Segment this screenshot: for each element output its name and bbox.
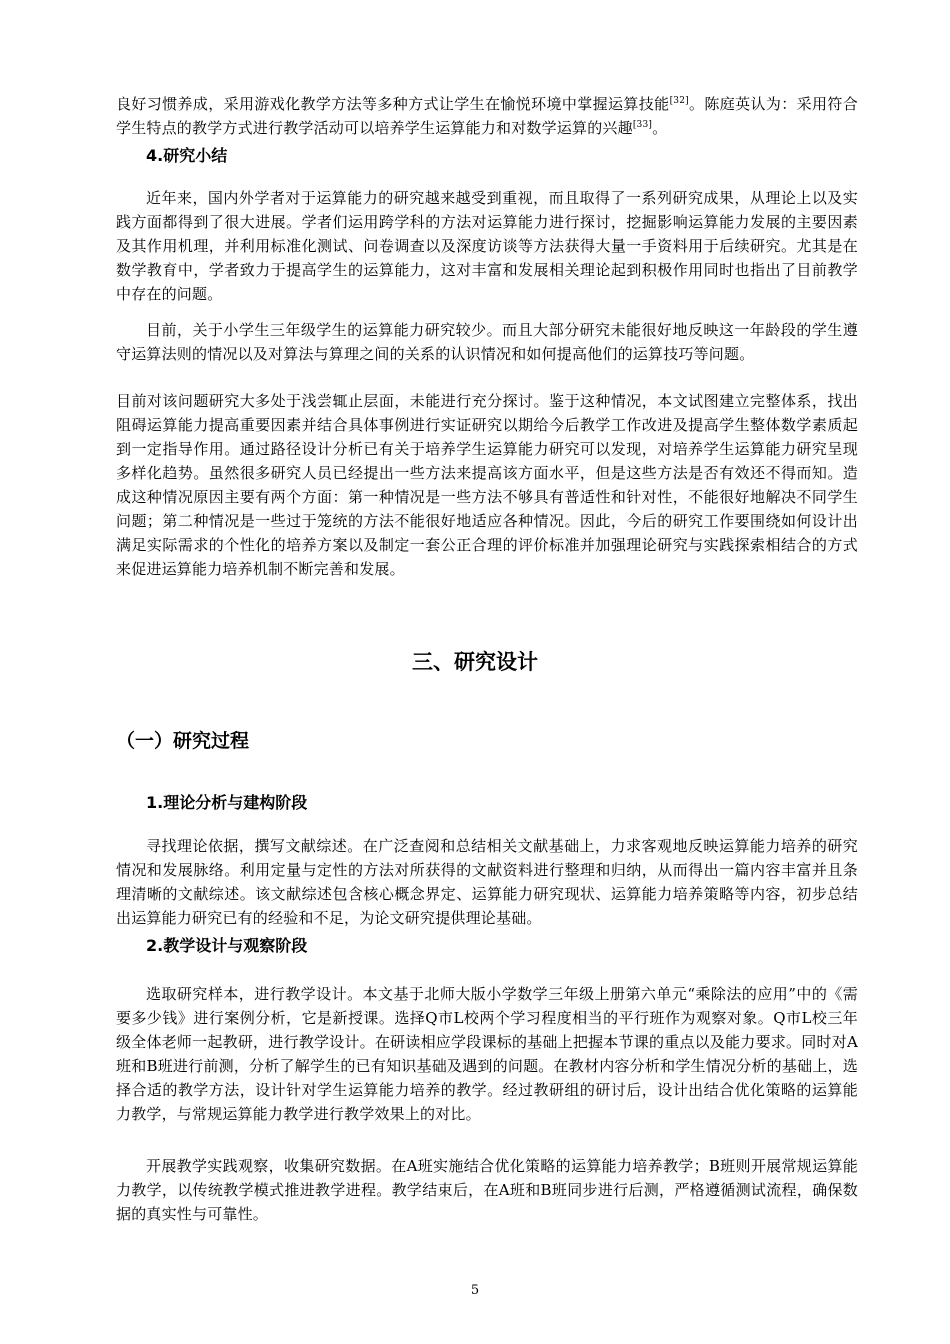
paragraph-stage-2-1: 选取研究样本，进行教学设计。本文基于北师大版小学数学三年级上册第六单元“乘除法的应用”中的《需要多少钱》进行案例分析，它是新授课。选择Q市L校两个学习程度相当的平行班作为观察对象。Q市L校三年级全体老师一起教研，进行教学设计。在研读相应学段课标的基础上把握本节课的重点以及能力要求。同时对A班和B班进行前测，分析了解学生的已有知识基础及遇到的问题。在教材内容分析和学生情况分析的基础上，选择合适的教学方法，设计针对学生运算能力培养的教学。经过教研组的研讨后，设计出结合优化策略的运算能力教学，与常规运算能力教学进行教学效果上的对比。 [116, 985, 858, 1123]
paragraph-stage-1: 寻找理论依据，撰写文献综述。在广泛查阅和总结相关文献基础上，力求客观地反映运算能力培养的研究情况和发展脉络。利用定量与定性的方法对所获得的文献资料进行整理和归纳，从而得出一篇内容丰富并且条理清晰的文献综述。该文献综述包含核心概念界定、运算能力研究现状、运算能力培养策略等内容，初步总结出运算能力研究已有的经验和不足，为论文研究提供理论基础。 [116, 837, 858, 927]
intro-text-1: 良好习惯养成，采用游戏化教学方法等多种方式让学生在愉悦环境中掌握运算技能 [116, 95, 670, 113]
chapter-title: 三、研究设计 [412, 650, 538, 674]
citation-32: [32] [669, 96, 689, 106]
citation-33: [33] [632, 120, 653, 130]
section-title: （一）研究过程 [116, 730, 250, 752]
intro-text-2: 。陈庭英认为：采用符合学生特点的教学方式进行教学活动可以培养学生运算能力和对数学运算的兴趣 [116, 95, 858, 137]
paragraph-summary-1: 近年来，国内外学者对于运算能力的研究越来越受到重视，而且取得了一系列研究成果，从理论上以及实践方面都得到了很大进展。学者们运用跨学科的方法对运算能力进行探讨，挖掘影响运算能力发展的主要因素及其作用机理，并利用标准化测试、问卷调查以及深度访谈等方法获得大量一手资料用于后续研究。尤其是在数学教育中，学者致力于提高学生的运算能力，这对丰富和发展相关理论起到积极作用同时也指出了目前教学中存在的问题。 [116, 189, 858, 303]
paragraph-summary-2: 目前，关于小学生三年级学生的运算能力研究较少。而且大部分研究未能很好地反映这一年龄段的学生遵守运算法则的情况以及对算法与算理之间的关系的认识情况和如何提高他们的运算技巧等问题。 [116, 321, 858, 363]
heading-stage-2: 2.教学设计与观察阶段 [146, 936, 308, 955]
heading-stage-1: 1.理论分析与建构阶段 [146, 793, 308, 812]
paragraph-summary-3: 目前对该问题研究大多处于浅尝辄止层面，未能进行充分探讨。鉴于这种情况，本文试图建立完整体系，找出阻碍运算能力提高重要因素并结合具体事例进行实证研究以期给今后教学工作改进及提高学生整体数学素质起到一定指导作用。通过路径设计分析已有关于培养学生运算能力研究可以发现，对培养学生运算能力研究呈现多样化趋势。虽然很多研究人员已经提出一些方法来提高该方面水平，但是这些方法是否有效还不得而知。造成这种情况原因主要有两个方面：第一种情况是一些方法不够具有普适性和针对性，不能很好地解决不同学生问题；第二种情况是一些过于笼统的方法不能很好地适应各种情况。因此，今后的研究工作要围绕如何设计出满足实际需求的个性化的培养方案以及制定一套公正合理的评价标准并加强理论研究与实践探索相结合的方式来促进运算能力培养机制不断完善和发展。 [116, 392, 858, 578]
paragraph-stage-2-2: 开展教学实践观察，收集研究数据。在A班实施结合优化策略的运算能力培养教学；B班则开展常规运算能力教学，以传统教学模式推进教学进程。教学结束后，在A班和B班同步进行后测，严格遵循测试流程，确保数据的真实性与可靠性。 [116, 1157, 858, 1223]
heading-research-summary: 4.研究小结 [146, 146, 228, 165]
page-number: 5 [470, 1283, 480, 1298]
paragraph-intro [116, 92, 858, 140]
intro-text-3: 。 [652, 119, 668, 137]
